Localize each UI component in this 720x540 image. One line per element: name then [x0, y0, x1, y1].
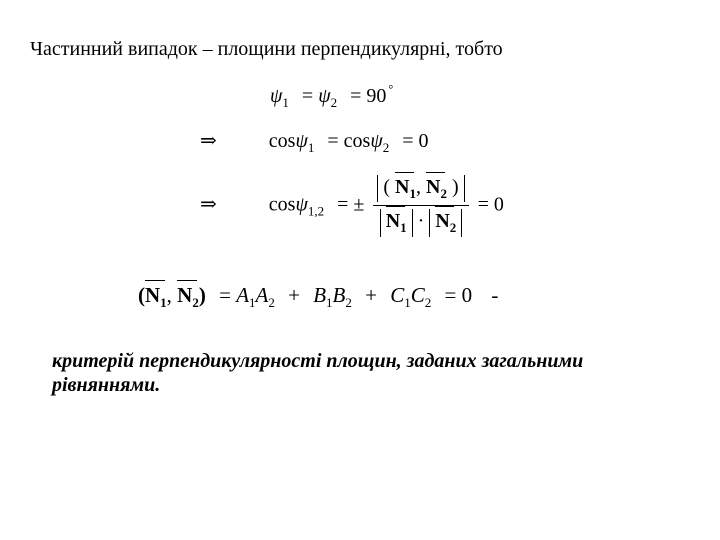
vector-n1: $N_1$ [145, 283, 167, 310]
equals-sign: = [350, 85, 362, 107]
equation-cos-fraction [200, 175, 504, 237]
fraction-denominator [373, 209, 468, 236]
zero-value: 0 [418, 130, 429, 152]
equals-sign: = [402, 130, 414, 152]
psi-symbol: ψ [295, 130, 308, 152]
coef-c: C [390, 283, 405, 307]
criterion-line-1: критерій перпендикулярності площин, заданих загальними [52, 350, 584, 372]
plus-sign: + [288, 283, 300, 307]
psi-symbol: ψ [318, 85, 331, 107]
implies-arrow: ⇒ [200, 130, 217, 152]
vector-n2: $N_2$ [177, 283, 199, 310]
fraction-numerator [373, 175, 468, 202]
intro-text: Частинний випадок – площини перпендикулярні, тобто [30, 38, 503, 60]
equation-dot-product-zero: ($N_1$, $N_2) = A_1A_2 + B_1B_2 + C_1C_2 = 0$ - [138, 283, 499, 310]
dot-product: · [417, 210, 425, 233]
psi-symbol: ψ [370, 130, 383, 152]
subscript: 1 [307, 140, 315, 155]
coef-c: C [410, 283, 425, 307]
cos-label: cos [268, 193, 296, 216]
implies-arrow: ⇒ [200, 193, 217, 216]
plus-sign: + [365, 283, 377, 307]
criterion-line-2: рівняннями. [52, 374, 161, 396]
coef-a: A [236, 283, 250, 307]
numerator-abs [377, 175, 464, 202]
angle-value: 90 [366, 85, 387, 107]
equals-plus-minus: = ± [337, 193, 365, 216]
open-paren: ( [383, 176, 391, 198]
close-paren: ) [451, 176, 459, 198]
comma: , [416, 176, 421, 198]
equals-sign: = [444, 283, 457, 307]
coef-a: A [255, 283, 269, 307]
degree-sign: ° [388, 82, 394, 96]
vector-n2: $N_2$ [426, 176, 447, 201]
cos-label: cos [343, 130, 371, 152]
cos-label: cos [268, 130, 296, 152]
equals-sign: = [327, 130, 339, 152]
equals-sign: = [301, 85, 314, 107]
zero-value: 0 [461, 283, 473, 307]
equals-sign: = [477, 193, 489, 216]
subscript: 1 [282, 95, 289, 110]
open-paren: ( [138, 283, 145, 307]
norm-n2 [429, 209, 462, 236]
subscript: 1,2 [307, 203, 325, 219]
close-paren: ) [198, 283, 206, 307]
vector-n2: $N_2$ [435, 210, 457, 236]
equation-psi-equal-90 [270, 82, 393, 111]
zero-value: 0 [493, 193, 504, 216]
comma: , [166, 283, 172, 307]
equation-cos-equal-zero [200, 128, 429, 156]
subscript: 2 [330, 95, 338, 110]
psi-symbol: ψ [295, 193, 308, 216]
dash: - [491, 283, 499, 307]
coef-b: B [313, 283, 327, 307]
vector-n1: $N_1$ [395, 176, 416, 201]
psi-symbol: ψ [270, 85, 283, 107]
subscript: 2 [382, 140, 390, 155]
equals-sign: = [219, 283, 231, 307]
coef-b: B [332, 283, 346, 307]
vector-n1: $N_1$ [385, 210, 407, 236]
fraction [373, 175, 468, 237]
norm-n1 [380, 209, 413, 236]
